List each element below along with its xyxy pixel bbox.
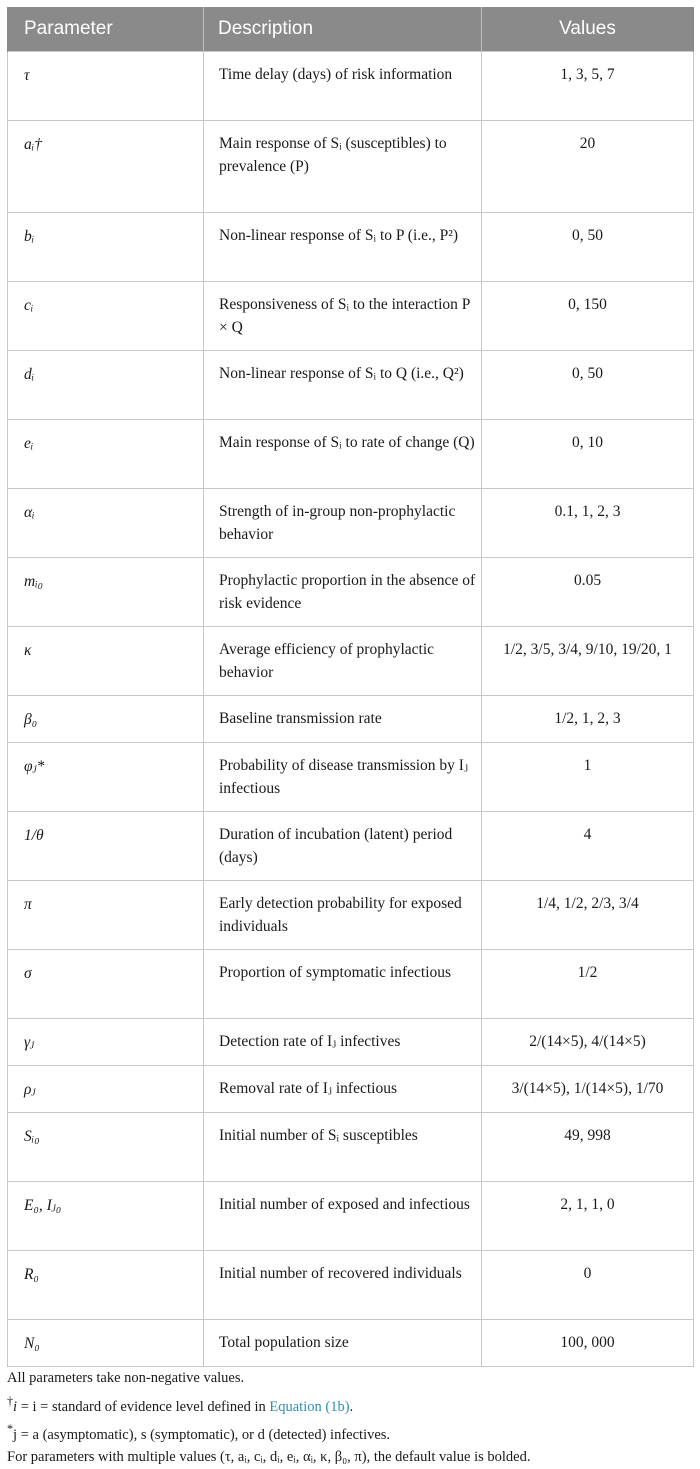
param-cell: aᵢ† xyxy=(8,121,204,213)
values-cell: 0, 50 xyxy=(482,213,694,282)
table-row xyxy=(8,812,694,881)
description-cell: Duration of incubation (latent) period (days) xyxy=(204,812,482,881)
table-row xyxy=(8,282,694,351)
table-row xyxy=(8,1182,694,1251)
table-row xyxy=(8,1066,694,1113)
description-cell: Time delay (days) of risk information xyxy=(204,52,482,121)
description-cell: Removal rate of Iⱼ infectious xyxy=(204,1066,482,1113)
description-cell: Non-linear response of Sᵢ to P (i.e., P²) xyxy=(204,213,482,282)
table-row xyxy=(8,558,694,627)
table-row xyxy=(8,743,694,812)
table-row xyxy=(8,489,694,558)
param-cell: τ xyxy=(8,52,204,121)
description-cell: Proportion of symptomatic infectious xyxy=(204,950,482,1019)
param-cell: 1/θ xyxy=(8,812,204,881)
table-row xyxy=(8,420,694,489)
table-row xyxy=(8,1320,694,1367)
values-cell: 1/4, 1/2, 2/3, 3/4 xyxy=(482,881,694,950)
description-cell: Main response of Sᵢ to rate of change (Q) xyxy=(204,420,482,489)
description-cell: Responsiveness of Sᵢ to the interaction P × Q xyxy=(204,282,482,351)
description-cell: Non-linear response of Sᵢ to Q (i.e., Q²) xyxy=(204,351,482,420)
table-row xyxy=(8,881,694,950)
description-cell: Baseline transmission rate xyxy=(204,696,482,743)
param-cell: eᵢ xyxy=(8,420,204,489)
table-row xyxy=(8,121,694,213)
values-cell: 4 xyxy=(482,812,694,881)
param-cell: cᵢ xyxy=(8,282,204,351)
table-row xyxy=(8,1113,694,1182)
param-cell: αᵢ xyxy=(8,489,204,558)
values-cell: 0.1, 1, 2, 3 xyxy=(482,489,694,558)
table-row xyxy=(8,213,694,282)
description-cell: Initial number of Sᵢ susceptibles xyxy=(204,1113,482,1182)
param-cell: φⱼ* xyxy=(8,743,204,812)
param-cell: γⱼ xyxy=(8,1019,204,1066)
description-cell: Early detection probability for exposed individuals xyxy=(204,881,482,950)
description-cell: Initial number of exposed and infectious xyxy=(204,1182,482,1251)
values-cell: 1, 3, 5, 7 xyxy=(482,52,694,121)
description-cell: Total population size xyxy=(204,1320,482,1367)
description-cell: Probability of disease transmission by Iⱼ infectious xyxy=(204,743,482,812)
param-cell: κ xyxy=(8,627,204,696)
table-row xyxy=(8,351,694,420)
values-cell: 1/2, 3/5, 3/4, 9/10, 19/20, 1 xyxy=(482,627,694,696)
table-row xyxy=(8,1251,694,1320)
values-cell: 3/(14×5), 1/(14×5), 1/70 xyxy=(482,1066,694,1113)
parameter-table xyxy=(7,7,694,1367)
values-cell: 0, 10 xyxy=(482,420,694,489)
values-cell: 20 xyxy=(482,121,694,213)
values-cell: 0.05 xyxy=(482,558,694,627)
table-row xyxy=(8,1019,694,1066)
table-row xyxy=(8,696,694,743)
header-values: Values xyxy=(482,7,694,52)
values-cell: 2, 1, 1, 0 xyxy=(482,1182,694,1251)
footnote-nonnegative: All parameters take non-negative values. xyxy=(7,1370,245,1386)
description-cell: Detection rate of Iⱼ infectives xyxy=(204,1019,482,1066)
footnote-i: †i = i = standard of evidence level defined in Equation (1b). xyxy=(7,1393,354,1415)
description-cell: Strength of in-group non-prophylactic behavior xyxy=(204,489,482,558)
param-cell: σ xyxy=(8,950,204,1019)
values-cell: 1/2 xyxy=(482,950,694,1019)
param-cell: dᵢ xyxy=(8,351,204,420)
table-row xyxy=(8,52,694,121)
param-cell: bᵢ xyxy=(8,213,204,282)
values-cell: 1/2, 1, 2, 3 xyxy=(482,696,694,743)
description-cell: Initial number of recovered individuals xyxy=(204,1251,482,1320)
values-cell: 0, 150 xyxy=(482,282,694,351)
values-cell: 0 xyxy=(482,1251,694,1320)
table-row xyxy=(8,950,694,1019)
param-cell: E₀, Iⱼ₀ xyxy=(8,1182,204,1251)
values-cell: 0, 50 xyxy=(482,351,694,420)
equation-link[interactable]: Equation (1b) xyxy=(269,1398,350,1415)
param-cell: ρⱼ xyxy=(8,1066,204,1113)
param-cell: R₀ xyxy=(8,1251,204,1320)
table-header-row xyxy=(8,7,694,52)
param-cell: π xyxy=(8,881,204,950)
table-row xyxy=(8,627,694,696)
table-footnotes xyxy=(7,1367,697,1469)
header-parameter: Parameter xyxy=(8,7,204,52)
param-cell: N₀ xyxy=(8,1320,204,1367)
param-cell: Sᵢ₀ xyxy=(8,1113,204,1182)
footnote-default-bold: For parameters with multiple values (τ, aᵢ, cᵢ, dᵢ, eᵢ, αᵢ, κ, β₀, π), the default value is bolded. xyxy=(7,1449,531,1466)
footnote-j: *j = a (asymptomatic), s (symptomatic), or d (detected) infectives. xyxy=(7,1421,391,1443)
description-cell: Main response of Sᵢ (susceptibles) to prevalence (P) xyxy=(204,121,482,213)
param-cell: β₀ xyxy=(8,696,204,743)
description-cell: Average efficiency of prophylactic behavior xyxy=(204,627,482,696)
description-cell: Prophylactic proportion in the absence of risk evidence xyxy=(204,558,482,627)
param-cell: mᵢ₀ xyxy=(8,558,204,627)
values-cell: 100, 000 xyxy=(482,1320,694,1367)
values-cell: 2/(14×5), 4/(14×5) xyxy=(482,1019,694,1066)
values-cell: 1 xyxy=(482,743,694,812)
header-description: Description xyxy=(204,7,482,52)
values-cell: 49, 998 xyxy=(482,1113,694,1182)
